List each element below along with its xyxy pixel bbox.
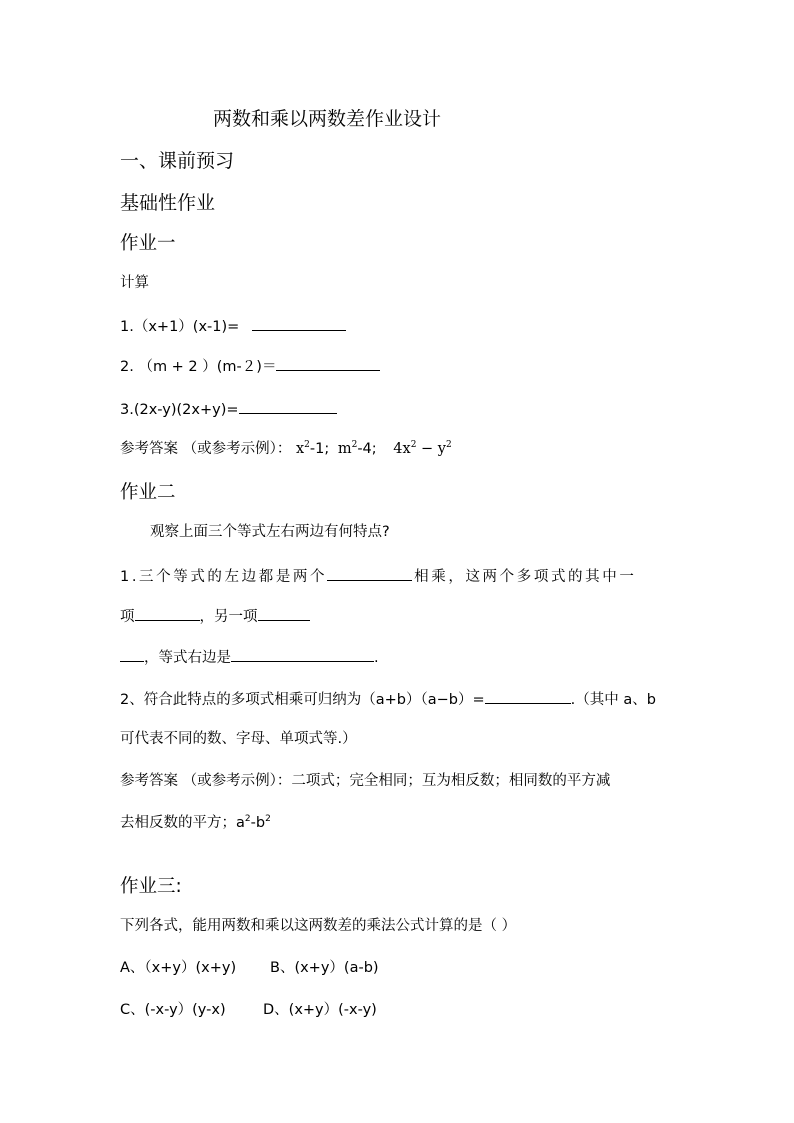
answer-blank[interactable] xyxy=(258,605,310,621)
hw1-question-3 xyxy=(120,398,337,420)
heading-homework-2: 作业二 xyxy=(120,482,176,503)
heading-basic-homework: 基础性作业 xyxy=(120,192,216,214)
answer-x-squared-rest: -1; xyxy=(309,441,330,457)
hw1-q3-text: 3.(2x-y)(2x+y)= xyxy=(120,402,239,418)
answer-4x2-minus-y2: $4x^2 - y^2$ xyxy=(393,440,452,457)
answer-m-squared: $m^2$ xyxy=(337,440,358,457)
option-c[interactable]: C、(-x-y）(y-x) xyxy=(120,1002,226,1018)
hw2-q1-text-b: 相乘，这两个多项式的其中一 xyxy=(414,569,637,585)
hw1-q2-text: 2. （m + 2 ）(m-２)＝ xyxy=(120,359,277,375)
hw1-question-2 xyxy=(120,355,380,377)
answer-exponent: 2 xyxy=(244,814,251,824)
hw1-question-1 xyxy=(120,315,346,337)
option-b[interactable]: B、(x+y）(a-b) xyxy=(270,960,379,976)
answer-text: -b xyxy=(250,815,266,831)
hw1-q1-text: 1.（x+1）(x-1)= xyxy=(120,319,240,335)
hw2-question-2-line-1 xyxy=(120,688,656,710)
hw3-question: 下列各式，能用两数和乘以这两数差的乘法公式计算的是（ ） xyxy=(120,918,517,934)
hw2-q2-text-a: 2、符合此特点的多项式相乘可归纳为（a+b）（a−b）= xyxy=(120,692,485,708)
option-a[interactable]: A、（x+y）(x+y) xyxy=(120,960,237,976)
hw2-reference-answer-line-1: 参考答案 （或参考示例）：二项式；完全相同；互为相反数；相同数的平方减 xyxy=(120,773,611,789)
hw2-question-2-line-2: 可代表不同的数、字母、单项式等.） xyxy=(120,731,357,747)
answer-blank[interactable] xyxy=(327,565,412,581)
answer-blank[interactable] xyxy=(135,605,200,621)
hw3-options-row-1 xyxy=(120,958,379,978)
hw2-q1-text-a: 1.三个等式的左边都是两个 xyxy=(120,569,328,585)
answer-blank[interactable] xyxy=(485,688,571,704)
hw2-question-1-line-2 xyxy=(120,605,310,627)
document-title: 两数和乘以两数差作业设计 xyxy=(213,108,442,130)
hw2-reference-answer-line-2 xyxy=(120,813,271,833)
hw3-options-row-2 xyxy=(120,1000,377,1020)
answer-text: 去相反数的平方；a xyxy=(120,815,245,831)
answer-blank[interactable] xyxy=(252,315,346,331)
hw2-question-1-line-1 xyxy=(120,565,636,587)
answer-exponent: 2 xyxy=(265,814,271,824)
section-heading-preview: 一、课前预习 xyxy=(120,150,235,172)
option-d[interactable]: D、(x+y）(-x-y) xyxy=(263,1002,377,1018)
answer-blank[interactable] xyxy=(276,355,380,371)
hw2-q1-text-e: ，等式右边是 xyxy=(144,650,231,666)
answer-x-squared: $x^2$ xyxy=(295,440,310,457)
hw2-intro: 观察上面三个等式左右两边有何特点? xyxy=(150,524,390,540)
answer-m-squared-rest: -4; xyxy=(357,441,377,457)
answer-blank[interactable] xyxy=(231,646,374,662)
answer-prefix: 参考答案 （或参考示例）： xyxy=(120,441,292,457)
answer-blank[interactable] xyxy=(239,398,337,414)
hw2-q1-text-f: . xyxy=(374,650,379,666)
hw2-question-1-line-3 xyxy=(120,646,379,668)
hw1-instruction: 计算 xyxy=(120,275,149,291)
hw1-reference-answer xyxy=(120,439,452,459)
hw2-q1-text-c: 项 xyxy=(120,609,135,625)
answer-blank[interactable] xyxy=(120,646,144,662)
heading-homework-1: 作业一 xyxy=(120,233,176,254)
heading-homework-3: 作业三: xyxy=(120,876,182,897)
hw2-q2-text-b: .（其中 a、b xyxy=(570,692,656,708)
hw2-q1-text-d: ，另一项 xyxy=(199,609,258,625)
